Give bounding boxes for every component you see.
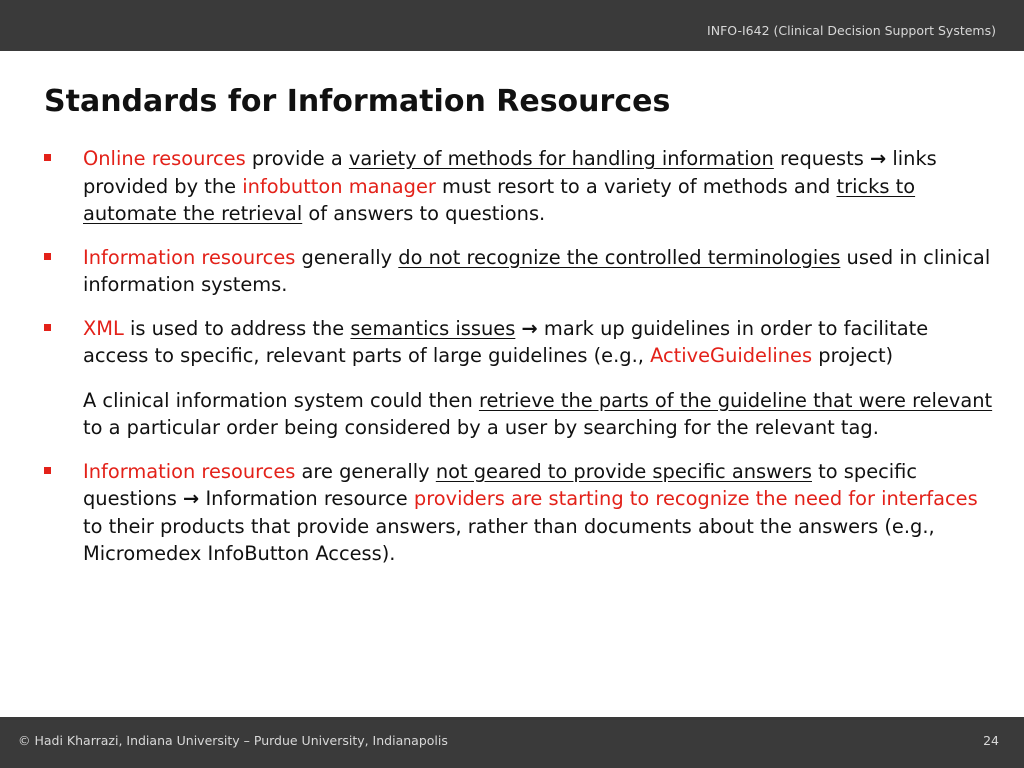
text-run: provide a [245, 147, 349, 170]
bullet-item [0, 244, 1024, 299]
slide-title: Standards for Information Resources [44, 84, 671, 119]
text-run: Information resource [199, 487, 414, 510]
bullet-paragraph [83, 315, 994, 370]
bullet-paragraph [83, 387, 994, 442]
highlight-text: Information resources [83, 459, 296, 483]
text-run: generally [295, 245, 399, 269]
text-run: project) [812, 344, 894, 367]
bullet-paragraph [83, 244, 994, 299]
underlined-text: not geared to provide specific answers [435, 459, 812, 483]
bullet-item [0, 458, 1024, 568]
bullet-list [0, 145, 1024, 584]
text-run: mark up guidelines in order to facilitate access to specific, relevant parts of large guidelines (e.g., [83, 316, 929, 367]
highlight-text: infobutton manager [242, 174, 436, 198]
text-run: links provided by the [83, 147, 937, 198]
arrow-icon: → [521, 316, 538, 340]
underlined-text: retrieve the parts of the guideline that were relevant [478, 388, 993, 412]
underlined-text: semantics issues [350, 316, 516, 340]
text-run: to a particular order being considered by a user by searching for the relevant tag. [83, 416, 879, 439]
underlined-text: do not recognize the controlled terminologies [398, 245, 841, 269]
highlight-text: ActiveGuidelines [650, 344, 813, 367]
highlight-text: Information resources [83, 245, 296, 269]
arrow-icon: → [183, 487, 200, 510]
arrow-icon: → [869, 147, 887, 170]
highlight-text: XML [83, 316, 124, 340]
bullet-item [0, 145, 1024, 228]
course-label: INFO-I642 (Clinical Decision Support Systems) [707, 23, 996, 38]
underlined-text: tricks to automate the retrieval [83, 174, 916, 225]
underlined-text: variety of methods for handling information [348, 147, 774, 170]
text-run: to specific questions [83, 459, 918, 510]
highlight-text: Online resources [83, 147, 246, 170]
bullet-paragraph [83, 145, 994, 228]
text-run: to their products that provide answers, rather than documents about the answers (e.g., Micromedex InfoButton Access). [83, 514, 935, 565]
header-bar [0, 0, 1024, 51]
copyright-text: © Hadi Kharrazi, Indiana University – Purdue University, Indianapolis [18, 733, 448, 748]
text-run: requests [773, 147, 870, 170]
highlight-text: providers are starting to recognize the need for interfaces [413, 487, 978, 510]
text-run: must resort to a variety of methods and [435, 174, 837, 198]
bullet-marker-icon [44, 324, 51, 331]
page-number: 24 [983, 733, 999, 748]
bullet-marker-icon [44, 154, 51, 161]
bullet-paragraph [83, 458, 994, 568]
footer-bar [0, 717, 1024, 768]
text-run: of answers to questions. [302, 202, 546, 225]
text-run: is used to address the [123, 316, 351, 340]
bullet-item [0, 315, 1024, 442]
bullet-marker-icon [44, 253, 51, 260]
text-run: used in clinical information systems. [83, 245, 991, 296]
text-run: A clinical information system could then [83, 388, 479, 412]
bullet-marker-icon [44, 467, 51, 474]
text-run: are generally [295, 459, 436, 483]
